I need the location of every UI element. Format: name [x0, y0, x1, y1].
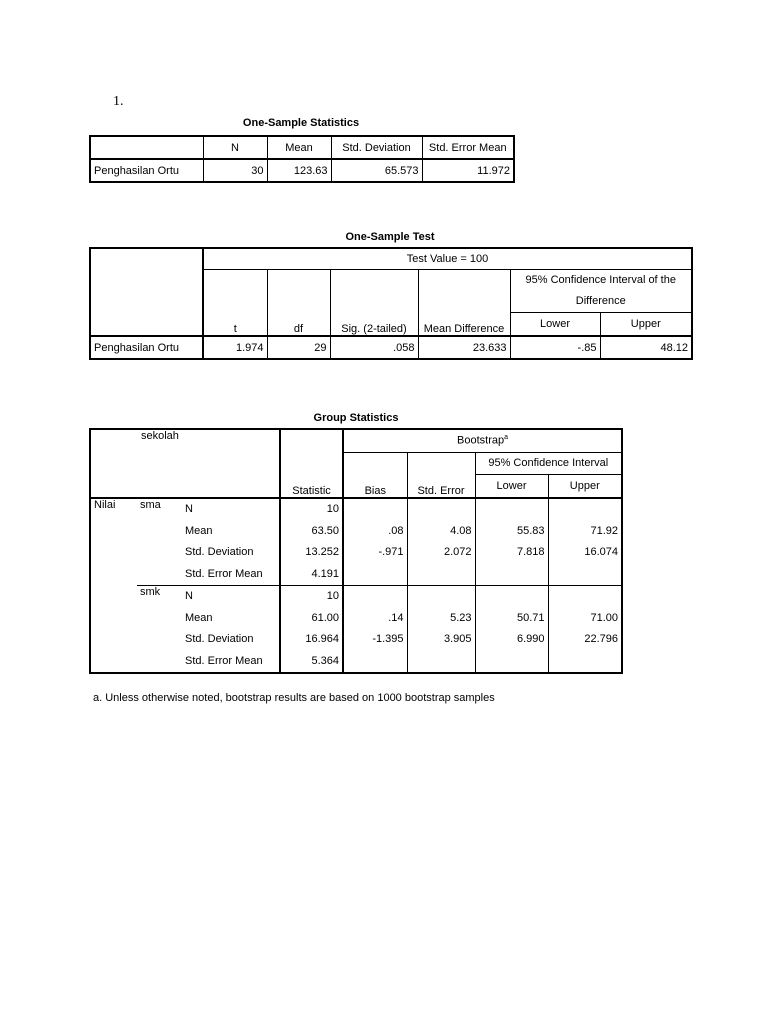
footnote: a. Unless otherwise noted, bootstrap results are based on 1000 bootstrap samples	[93, 692, 495, 704]
header-mean: Mean	[267, 136, 331, 159]
header-sig: Sig. (2-tailed)	[330, 270, 418, 337]
one-sample-test-table	[89, 247, 693, 360]
cell-lower	[475, 563, 548, 585]
cell-upper: 48.12	[600, 336, 692, 359]
header-empty	[90, 248, 203, 336]
cell-lower: 55.83	[475, 520, 548, 542]
stat-label: Std. Error Mean	[185, 654, 263, 667]
stat-label: N	[185, 590, 193, 603]
sekolah-header: sekolah	[90, 429, 280, 498]
table-header-row	[90, 429, 622, 452]
group-statistics-body	[90, 498, 622, 673]
cell-std-error: 5.23	[407, 607, 475, 629]
cell-statistic: 10	[280, 585, 343, 607]
ci-header: 95% Confidence Interval of the Difference	[510, 270, 692, 313]
cell-bias	[343, 563, 407, 585]
cell-lower: 6.990	[475, 629, 548, 651]
cell-lower: 50.71	[475, 607, 548, 629]
header-std-error: Std. Error	[407, 452, 475, 498]
stat-label: Std. Error Mean	[182, 563, 280, 585]
cell-upper: 71.00	[548, 607, 622, 629]
header-std-deviation: Std. Deviation	[331, 136, 422, 159]
cell-upper: 71.92	[548, 520, 622, 542]
table-row	[90, 336, 692, 359]
cell-upper: 22.796	[548, 629, 622, 651]
cell-bias: -.971	[343, 542, 407, 564]
bootstrap-label: Bootstrap	[457, 435, 505, 448]
cell-std-error	[407, 563, 475, 585]
cell-statistic: 5.364	[280, 650, 343, 673]
cell-statistic: 16.964	[280, 629, 343, 651]
table-row	[90, 159, 514, 182]
one-sample-test-title: One-Sample Test	[345, 231, 435, 243]
cell-lower: -.85	[510, 336, 600, 359]
stat-label: Std. Deviation	[185, 546, 254, 559]
cell-lower	[475, 498, 548, 521]
stat-label: Std. Deviation	[185, 633, 254, 646]
cell-bias: .14	[343, 607, 407, 629]
header-n: N	[203, 136, 267, 159]
table-row	[90, 585, 622, 607]
cell-std-error	[407, 650, 475, 673]
table-header-row	[90, 248, 692, 270]
cell-upper	[548, 563, 622, 585]
cell-std-deviation: 65.573	[331, 159, 422, 182]
bootstrap-header	[343, 429, 622, 452]
header-upper: Upper	[548, 475, 622, 498]
cell-std-error	[407, 498, 475, 521]
header-std-error-mean: Std. Error Mean	[422, 136, 514, 159]
cell-upper: 16.074	[548, 542, 622, 564]
header-lower: Lower	[475, 475, 548, 498]
cell-statistic: 61.00	[280, 607, 343, 629]
ci-header: 95% Confidence Interval	[475, 452, 622, 475]
cell-bias	[343, 650, 407, 673]
table-row	[90, 498, 622, 521]
header-statistic: Statistic	[280, 429, 343, 498]
header-upper: Upper	[600, 313, 692, 337]
cell-lower	[475, 585, 548, 607]
stat-label: Mean	[185, 524, 213, 537]
cell-bias	[343, 498, 407, 521]
cell-statistic: 10	[280, 498, 343, 521]
cell-upper	[548, 498, 622, 521]
cell-lower	[475, 650, 548, 673]
header-bias: Bias	[343, 452, 407, 498]
row-label: Penghasilan Ortu	[90, 159, 203, 182]
table-header-row	[90, 136, 514, 159]
cell-t: 1.974	[203, 336, 267, 359]
cell-bias	[343, 585, 407, 607]
cell-sig: .058	[330, 336, 418, 359]
cell-statistic: 4.191	[280, 563, 343, 585]
header-t: t	[203, 270, 267, 337]
cell-std-error: 4.08	[407, 520, 475, 542]
stat-label: Mean	[185, 611, 213, 624]
cell-n: 30	[203, 159, 267, 182]
cell-statistic: 63.50	[280, 520, 343, 542]
cell-std-error: 2.072	[407, 542, 475, 564]
cell-upper	[548, 585, 622, 607]
row-label: Penghasilan Ortu	[90, 336, 203, 359]
cell-bias: -1.395	[343, 629, 407, 651]
group-statistics-table	[89, 428, 623, 674]
cell-std-error	[407, 585, 475, 607]
cell-bias: .08	[343, 520, 407, 542]
item-number: 1.	[113, 94, 124, 109]
header-empty	[90, 136, 203, 159]
bootstrap-footnote-marker: a	[504, 434, 509, 442]
header-mean-difference: Mean Difference	[418, 270, 510, 337]
cell-statistic: 13.252	[280, 542, 343, 564]
one-sample-statistics-title: One-Sample Statistics	[242, 117, 360, 129]
one-sample-statistics-table	[89, 135, 515, 183]
group-label: smk	[140, 585, 161, 598]
cell-std-error: 3.905	[407, 629, 475, 651]
cell-mean: 123.63	[267, 159, 331, 182]
stat-label: N	[185, 503, 193, 516]
header-lower: Lower	[510, 313, 600, 337]
cell-upper	[548, 650, 622, 673]
group-statistics-title: Group Statistics	[313, 412, 399, 424]
test-value-header: Test Value = 100	[203, 248, 692, 270]
cell-lower: 7.818	[475, 542, 548, 564]
header-df: df	[267, 270, 330, 337]
group-label: sma	[137, 498, 182, 586]
variable-label: Nilai	[94, 498, 116, 511]
cell-mean-difference: 23.633	[418, 336, 510, 359]
cell-std-error-mean: 11.972	[422, 159, 514, 182]
cell-df: 29	[267, 336, 330, 359]
